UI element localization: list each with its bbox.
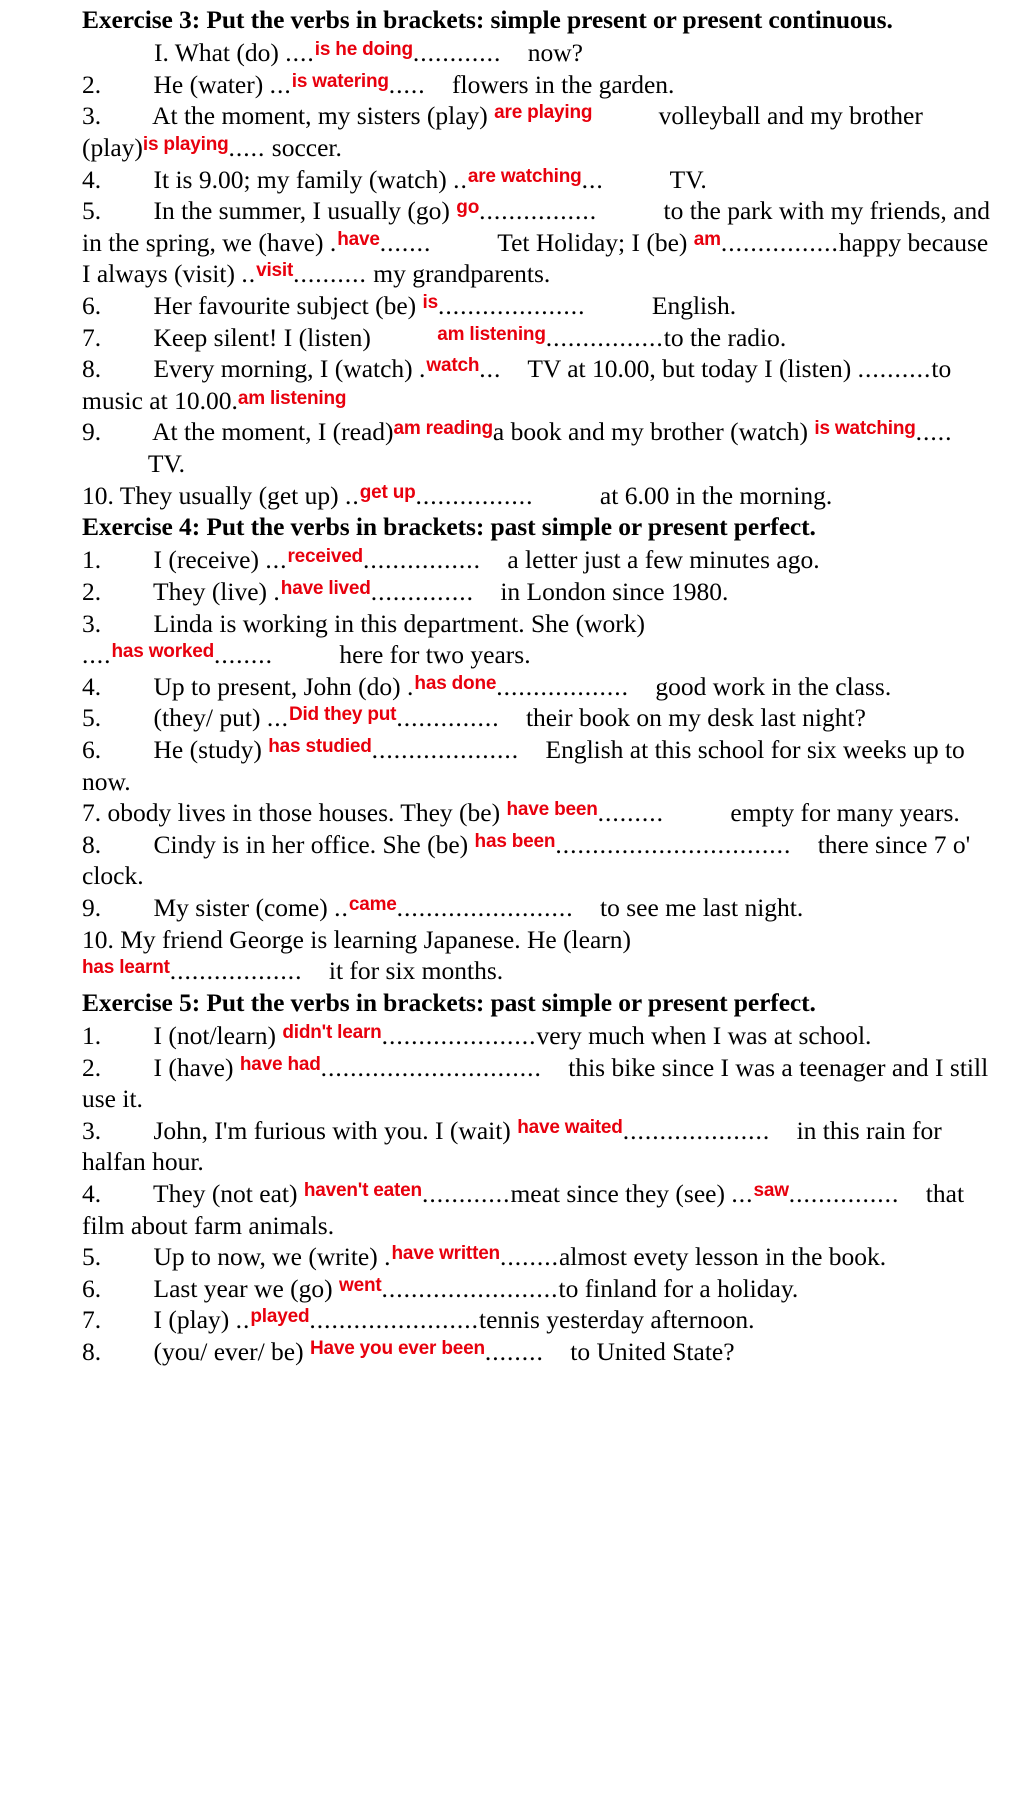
answer-dots: .......... <box>857 354 932 384</box>
answer-dots: ........ <box>484 1337 544 1367</box>
item-tail: to finland for a holiday. <box>558 1273 799 1303</box>
item-tail: very much when I was at school. <box>536 1021 872 1050</box>
item-prompt: (you/ ever/ be) <box>153 1337 304 1367</box>
item-number: 5. <box>82 1242 102 1272</box>
item-number: I. <box>154 38 169 68</box>
handwritten-answer: am reading <box>393 418 493 440</box>
item-tail: in this rain for halfan hour. <box>82 1115 942 1177</box>
item-tail: to music at 10.00. <box>82 354 952 415</box>
exercise-5-item-6 <box>82 1273 1002 1305</box>
item-tail: flowers in the garden. <box>452 69 675 99</box>
item-tail: empty for many years. <box>730 798 960 828</box>
item-tail: to United State? <box>570 1337 735 1367</box>
answer-dots: ................ <box>545 322 664 352</box>
answer-dots: ................ <box>415 480 534 510</box>
exercise-4-item-9 <box>82 892 1002 924</box>
item-tail: TV at 10.00, but today I (listen) <box>527 354 852 384</box>
handwritten-answer: is he doing <box>314 39 413 61</box>
answer-dots: . <box>419 354 427 384</box>
item-tail: TV. <box>147 449 186 479</box>
item-number: 5. <box>82 703 102 733</box>
answer-dots: ... <box>731 1179 754 1209</box>
handwritten-answer: played <box>250 1306 310 1328</box>
item-prompt: Last year we (go) <box>153 1273 333 1303</box>
item-tail: to see me last night. <box>600 893 804 923</box>
handwritten-answer: Did they put <box>288 704 397 726</box>
exercise-4-item-6 <box>82 734 1002 797</box>
item-prompt: They usually (get up) <box>119 480 339 510</box>
exercise-3-item-7 <box>82 322 1002 354</box>
answer-dots: .......... <box>293 259 367 289</box>
item-tail: a book and my brother (watch) <box>492 417 809 447</box>
answer-dots: ....................... <box>309 1305 480 1335</box>
item-number: 4. <box>82 1179 102 1209</box>
exercise-5-item-1 <box>82 1020 1002 1052</box>
exercise-5-item-8 <box>82 1336 1002 1368</box>
answer-dots: ... <box>266 703 289 733</box>
answer-dots: ... <box>265 545 288 575</box>
handwritten-answer: have <box>337 228 380 250</box>
item-number: 4. <box>82 671 102 701</box>
item-number: 2. <box>82 1052 102 1082</box>
answer-dots: .. <box>235 1305 251 1335</box>
item-prompt: Her favourite subject (be) <box>153 290 417 320</box>
handwritten-answer: didn't learn <box>282 1022 382 1043</box>
exercise-3-item-5 <box>82 195 1002 290</box>
answer-dots: .................... <box>371 735 520 765</box>
item-number: 6. <box>82 1273 102 1303</box>
exercise-3-item-6 <box>82 290 1002 322</box>
item-number: 3. <box>82 1115 102 1145</box>
item-tail: almost evety lesson in the book. <box>558 1242 887 1272</box>
exercise-4-item-4 <box>82 671 1002 703</box>
exercise-4-item-2 <box>82 576 1002 608</box>
handwritten-answer: received <box>287 546 363 568</box>
answer-dots: . <box>407 671 415 701</box>
handwritten-answer: has been <box>474 830 556 852</box>
item-number: 8. <box>82 354 102 384</box>
handwritten-answer: have waited <box>517 1116 623 1138</box>
item-tail: to the radio. <box>663 322 787 352</box>
item-prompt: I (play) <box>153 1305 230 1335</box>
answer-dots: . <box>384 1242 392 1272</box>
item-tail: now? <box>527 38 583 68</box>
item-tail: good work in the class. <box>655 671 892 701</box>
item-number: 10. <box>82 924 114 954</box>
exercise-5-item-2 <box>82 1052 1002 1115</box>
exercise-5-item-5 <box>82 1241 1002 1273</box>
item-number: 6. <box>82 735 102 765</box>
answer-dots: ..... <box>915 417 953 447</box>
item-number: 8. <box>82 1337 102 1367</box>
exercise-4-item-8 <box>82 829 1002 892</box>
item-prompt: Up to present, John (do) <box>153 671 401 701</box>
exercise-4-item-10 <box>82 924 1002 987</box>
answer-dots: ................ <box>362 545 481 575</box>
item-number: 5. <box>82 196 102 226</box>
item-tail: at 6.00 in the morning. <box>599 480 833 510</box>
answer-dots: ... <box>479 354 502 384</box>
answer-dots: ............... <box>788 1179 900 1209</box>
item-tail: tennis yesterday afternoon. <box>479 1305 755 1335</box>
item-number: 8. <box>82 829 102 859</box>
item-prompt: What (do) <box>174 38 279 68</box>
item-number: 4. <box>82 164 102 194</box>
handwritten-answer: have written <box>391 1243 500 1265</box>
handwritten-answer: has done <box>414 672 497 694</box>
answer-dots: ........ <box>499 1242 559 1272</box>
answer-dots: ......... <box>597 798 664 828</box>
handwritten-answer: are watching <box>467 165 582 187</box>
item-number: 1. <box>82 545 102 575</box>
item-tail: it for six months. <box>328 956 504 986</box>
item-tail: in London since 1980. <box>500 576 729 606</box>
item-number: 9. <box>82 417 102 447</box>
exercise-3-item-1 <box>82 37 1002 69</box>
item-prompt: At the moment, my sisters (play) <box>152 101 488 131</box>
answer-dots: ....... <box>379 227 432 257</box>
handwritten-answer: watch <box>426 355 480 377</box>
item-prompt: At the moment, I (read) <box>152 417 394 447</box>
handwritten-answer: have had <box>239 1053 321 1075</box>
item-prompt: They (live) <box>153 576 268 606</box>
item-number: 7. <box>82 798 102 828</box>
item-tail: this bike since I was a teenager and I still use it. <box>82 1052 989 1114</box>
answer-dots: ..... <box>388 69 426 99</box>
exercise-5-title: Exercise 5: Put the verbs in brackets: past simple or present perfect. <box>82 987 816 1017</box>
exercise-4-item-1 <box>82 544 1002 576</box>
item-prompt: (they/ put) <box>153 703 261 733</box>
answer-dots: .. <box>453 164 468 194</box>
item-tail: meat since they (see) <box>510 1179 725 1209</box>
answer-dots: .................... <box>438 290 586 320</box>
item-prompt: I (have) <box>153 1052 234 1082</box>
handwritten-answer: has studied <box>268 736 372 758</box>
item-tail: there since 7 o' clock. <box>82 829 971 891</box>
exercise-3-title: Exercise 3: Put the verbs in brackets: simple present or present continuous. <box>82 5 893 34</box>
answer-dots: ................ <box>720 227 839 257</box>
answer-dots: .................. <box>496 671 629 701</box>
item-tail: to the park with my friends, and in the spring, we (have) <box>82 196 990 257</box>
exercise-5-item-7 <box>82 1304 1002 1336</box>
item-tail: volleyball and my brother (play) <box>82 101 923 162</box>
item-prompt: obody lives in those houses. They (be) <box>107 798 501 828</box>
exercise-5-item-3 <box>82 1115 1002 1178</box>
item-number: 7. <box>82 1305 102 1335</box>
answer-dots: ... <box>581 164 604 194</box>
answer-dots: ........ <box>214 640 274 670</box>
answer-dots: .. <box>334 893 349 923</box>
handwritten-answer: get up <box>359 481 416 503</box>
answer-dots: ................ <box>479 196 598 226</box>
item-prompt: I (not/learn) <box>153 1021 276 1050</box>
handwritten-answer: am <box>693 228 721 250</box>
item-tail: here for two years. <box>339 640 531 670</box>
handwritten-answer: is <box>422 291 438 313</box>
answer-dots: ........................ <box>381 1273 559 1303</box>
answer-dots: .................... <box>622 1115 771 1145</box>
item-number: 7. <box>82 322 102 352</box>
answer-dots: .............................. <box>320 1052 542 1082</box>
item-prompt: My friend George is learning Japanese. He (learn) <box>120 924 631 954</box>
handwritten-answer: have been <box>506 799 598 821</box>
item-number: 9. <box>82 893 102 923</box>
handwritten-answer: has worked <box>111 641 215 663</box>
answer-dots: ..... <box>228 132 266 162</box>
item-number: 6. <box>82 290 102 320</box>
handwritten-answer: have lived <box>280 577 371 599</box>
handwritten-answer: Have you ever been <box>309 1338 485 1360</box>
item-tail: TV. <box>669 164 707 194</box>
item-number: 3. <box>82 101 102 131</box>
item-number: 3. <box>82 608 102 638</box>
answer-dots: ............ <box>421 1179 511 1209</box>
handwritten-answer: is watching <box>814 418 916 440</box>
exercise-3-item-4 <box>82 164 1002 196</box>
item-tail: English at this school for six weeks up to now. <box>82 735 965 796</box>
exercise-4-title: Exercise 4: Put the verbs in brackets: past simple or present perfect. <box>82 512 816 542</box>
answer-dots: ................................ <box>555 829 792 859</box>
item-tail: that film about farm animals. <box>82 1179 965 1240</box>
exercise-3-item-9 <box>82 416 1002 479</box>
exercise-3-item-10 <box>82 480 1002 512</box>
answer-dots: .............. <box>370 576 474 606</box>
handwritten-answer: go <box>456 197 480 219</box>
handwritten-answer: am listening <box>437 323 546 345</box>
item-prompt: He (study) <box>153 735 262 765</box>
answer-dots: ..................... <box>381 1021 537 1050</box>
exercise-4-item-7 <box>82 797 1002 829</box>
item-prompt: Cindy is in her office. She (be) <box>153 829 469 859</box>
item-prompt: I (receive) <box>153 545 259 575</box>
exercise-5-item-4 <box>82 1178 1002 1241</box>
item-prompt: He (water) <box>153 69 264 99</box>
answer-dots: .. <box>345 480 360 510</box>
answer-dots: ........................ <box>396 893 574 923</box>
exercise-3-item-3 <box>82 100 1002 163</box>
handwritten-answer: is playing <box>142 133 229 155</box>
handwritten-answer: haven't eaten <box>303 1180 422 1202</box>
answer-dots: ............ <box>412 38 502 68</box>
item-prompt: They (not eat) <box>153 1179 298 1209</box>
handwritten-answer: is watering <box>291 70 389 92</box>
item-tail: happy because I always (visit) <box>82 227 989 289</box>
handwritten-answer: am listening <box>237 387 347 409</box>
answer-dots: .................. <box>169 956 303 986</box>
exercise-4-item-5 <box>82 702 1002 734</box>
handwritten-answer: went <box>339 1274 382 1296</box>
item-number: 10. <box>82 480 114 510</box>
item-tail: a letter just a few minutes ago. <box>507 545 820 575</box>
item-prompt: John, I'm furious with you. I (wait) <box>153 1115 511 1145</box>
item-prompt: My sister (come) <box>153 893 328 923</box>
item-prompt: Linda is working in this department. She (work) <box>153 608 645 638</box>
answer-dots: .............. <box>396 703 500 733</box>
answer-dots: .. <box>241 259 257 289</box>
item-prompt: It is 9.00; my family (watch) <box>153 164 447 194</box>
item-prompt: In the summer, I usually (go) <box>153 196 450 226</box>
handwritten-answer: are playing <box>494 102 593 124</box>
handwritten-answer: has learnt <box>82 957 170 979</box>
item-prompt: Keep silent! I (listen) <box>153 322 371 352</box>
exercise-3-item-2 <box>82 69 1002 101</box>
handwritten-answer: came <box>348 894 397 916</box>
answer-dots: . <box>329 227 338 257</box>
item-tail: soccer. <box>271 132 342 162</box>
exercise-3-item-8 <box>82 353 1002 416</box>
item-tail: their book on my desk last night? <box>525 703 866 733</box>
item-prompt: Up to now, we (write) <box>153 1242 378 1272</box>
item-number: 2. <box>82 69 102 99</box>
answer-dots: .... <box>82 640 112 670</box>
handwritten-answer: visit <box>256 260 294 282</box>
exercise-4-item-3 <box>82 608 1002 671</box>
item-tail: English. <box>651 290 737 320</box>
handwritten-answer: saw <box>753 1180 789 1202</box>
item-prompt: Every morning, I (watch) <box>153 354 413 384</box>
answer-dots: . <box>273 576 281 606</box>
item-number: 2. <box>82 576 102 606</box>
item-number: 1. <box>82 1021 102 1050</box>
item-tail: Tet Holiday; I (be) <box>497 227 688 257</box>
answer-dots: .... <box>285 38 315 68</box>
answer-dots: ... <box>269 69 292 99</box>
item-tail: my grandparents. <box>373 259 551 289</box>
